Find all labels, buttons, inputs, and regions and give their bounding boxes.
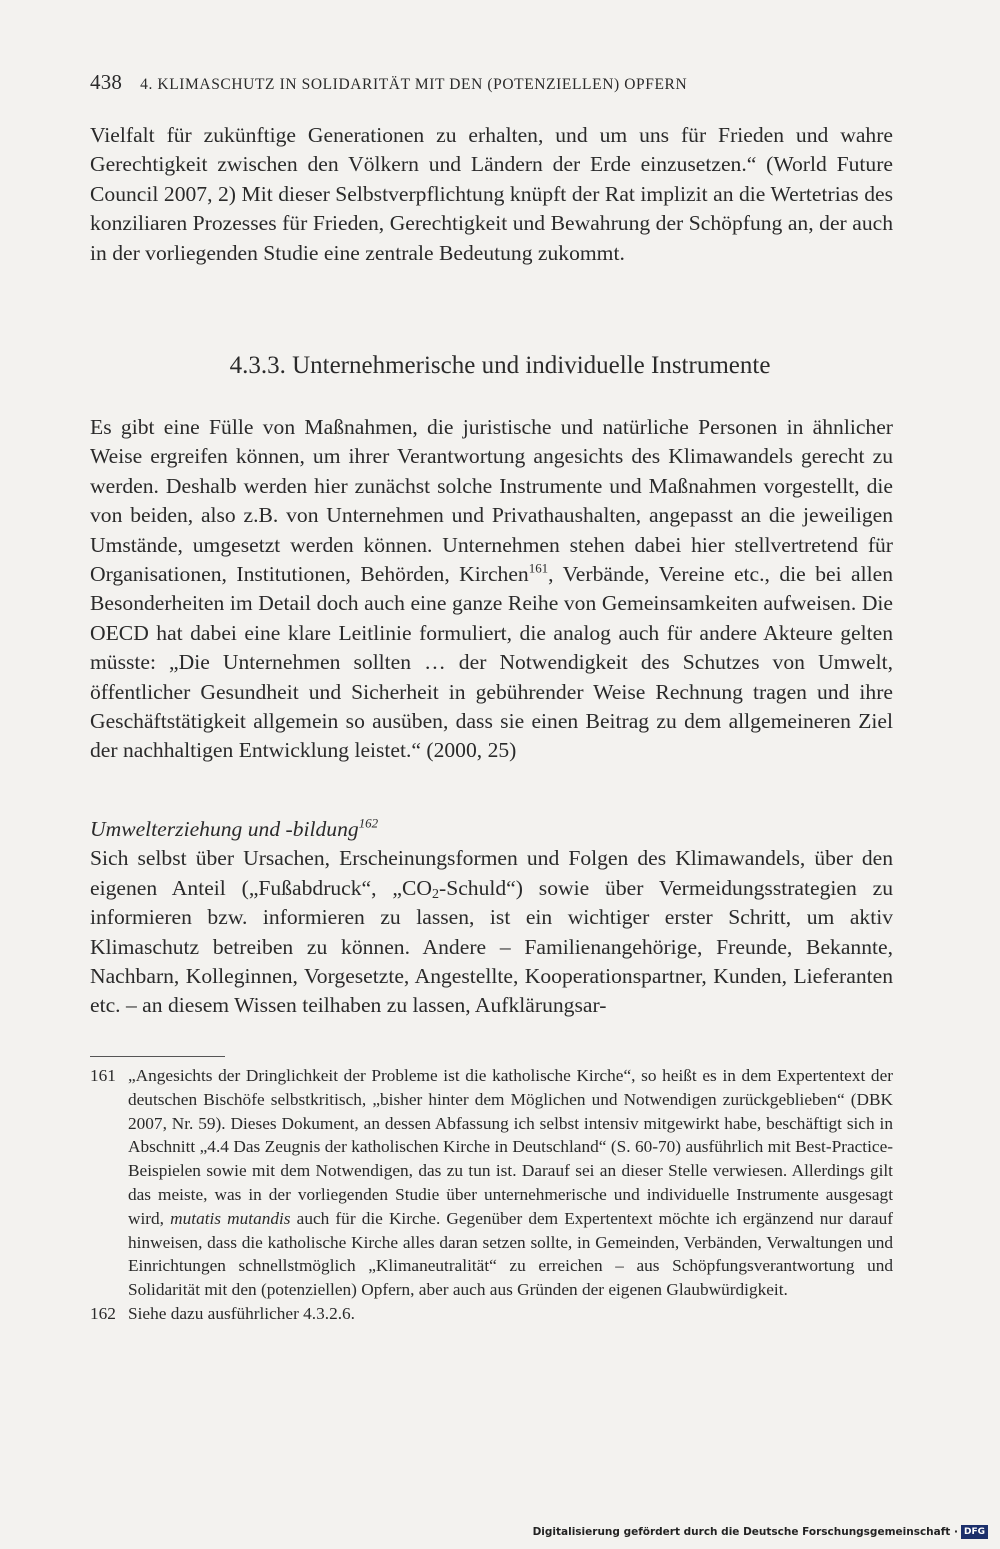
footnote-text: Siehe dazu ausführlicher 4.3.2.6.: [128, 1303, 355, 1323]
section-paragraph: [90, 413, 893, 766]
footnote-divider: [90, 1056, 225, 1057]
footnote-161: [90, 1064, 893, 1302]
intro-paragraph: Vielfalt für zukünftige Generationen zu erhalten, und um uns für Frieden und wahre Gerechtigkeit zwischen den Völkern und Ländern der Erde einzusetzen.“ (World Future Council 2007, 2) Mit dieser Selbstverpflichtung knüpft der Rat implizit an die Wertetrias des konziliaren Prozesses für Frieden, Gerechtigkeit und Bewahrung der Schöpfung an, der auch in der vorliegenden Studie eine zentrale Bedeutung zukommt.: [90, 123, 893, 265]
subsection-block: [90, 815, 893, 1021]
footnotes: [90, 1064, 893, 1326]
running-title: 4. KLIMASCHUTZ IN SOLIDARITÄT MIT DEN (POTENZIELLEN) OPFERN: [140, 76, 688, 93]
footnote-ref-161[interactable]: 161: [528, 560, 549, 576]
footnote-italic: mutatis mutandis: [170, 1208, 291, 1228]
footnote-ref-162[interactable]: 162: [358, 815, 379, 831]
footnote-162: [90, 1302, 893, 1326]
footnote-number: 161: [90, 1066, 116, 1085]
section-paragraph-part-1: Es gibt eine Fülle von Maßnahmen, die juristische und natürliche Personen in ähnlicher Weise ergreifen können, um ihrer Verantwortung angesichts des Klimawandels gerecht zu werden. Deshalb werden hier zunächst solche Instrumente und Maßnahmen vorgestellt, die von beiden, also z.B. von Unternehmen und Privathaushalten, angepasst an die jeweiligen Umstände, umgesetzt werden können. Unternehmen stehen dabei hier stellvertretend für Organisationen, Institutionen, Behörden, Kirchen: [90, 415, 893, 587]
subsection-heading-text: Umwelterziehung und -bildung: [90, 817, 359, 841]
section-paragraph-block: [90, 413, 893, 766]
footnote-number: 162: [90, 1303, 116, 1323]
co2-subscript: 2: [431, 885, 439, 902]
subsection-paragraph-part-2: -Schuld“) sowie über Vermeidungsstrategien zu informieren bzw. informieren zu lassen, ist ein wichtiger erster Schritt, um aktiv Klimaschutz betreiben zu können. Andere – Familienangehörige, Freunde, Bekannte, Nachbarn, Kolleginnen, Vorgesetzte, Angestellte, Kooperationspartner, Kunden, Lieferanten etc. – an diesem Wissen teilhaben zu lassen, Aufklärungsar-: [90, 875, 893, 1018]
intro-paragraph-block: [90, 121, 893, 268]
section-heading: 4.3.3. Unternehmerische und individuelle Instrumente: [229, 352, 771, 379]
footnote-text-part-1: „Angesichts der Dringlichkeit der Probleme ist die katholische Kirche“, so heißt es in dem Expertentext der deutschen Bischöfe selbstkritisch, „bisher hinter dem Möglichen und Notwendigen zurückgeblieben“ (DBK 2007, Nr. 59). Dieses Dokument, an dessen Abfassung ich selbst intensiv mitgewirkt habe, beschäftigt sich in Abschnitt „4.4 Das Zeugnis der katholischen Kirche in Deutschland“ (S. 60-70) ausführlich mit Best-Practice-Beispielen sowie mit dem Notwendigen, das zu tun ist. Darauf sei an dieser Stelle verwiesen. Allerdings gilt das meiste, was in der vorliegenden Studie über unternehmerische und individuelle Instrumente ausgesagt wird,: [128, 1066, 893, 1228]
subsection-paragraph: [90, 844, 893, 1020]
credit-text: Digitalisierung gefördert durch die Deutsche Forschungsgemeinschaft ·: [532, 1526, 958, 1538]
footnote-text-part-2: auch für die Kirche. Gegenüber dem Expertentext möchte ich ergänzend nur darauf hinweisen, dass die katholische Kirche alles daran setzen sollte, in Gemeinden, Verbänden, Verwaltungen und Einrichtungen schnellstmöglich „Klimaneutralität“ zu erreichen – aus Schöpfungsverantwortung und Solidarität mit den (potenziellen) Opfern, aber auch aus Gründen der eigenen Glaubwürdigkeit.: [128, 1208, 893, 1300]
footnote-text: [128, 1064, 893, 1302]
running-header: [90, 70, 890, 95]
digitization-credit: [533, 1525, 988, 1539]
section-paragraph-part-2: , Verbände, Vereine etc., die bei allen Besonderheiten im Detail doch auch eine ganze Reihe von Gemeinsamkeiten aufweisen. Die OECD hat dabei eine klare Leitlinie formuliert, die analog auch für andere Akteure gelten müsste: „Die Unternehmen sollten … der Notwendigkeit des Schutzes von Umwelt, öffentlicher Gesundheit und Sicherheit in gebührender Weise Rechnung tragen und ihre Geschäftstätigkeit allgemein so ausüben, dass sie einen Beitrag zu dem allgemeineren Ziel der nachhaltigen Entwicklung leistet.“ (2000, 25): [90, 562, 893, 763]
dfg-logo: DFG: [961, 1525, 988, 1539]
subsection-paragraph-part-1: Sich selbst über Ursachen, Erscheinungsformen und Folgen des Klimawandels, über den eigenen Anteil („Fußabdruck“, „CO: [90, 846, 893, 900]
subsection-heading: [90, 815, 893, 844]
page-number: 438: [90, 70, 123, 94]
